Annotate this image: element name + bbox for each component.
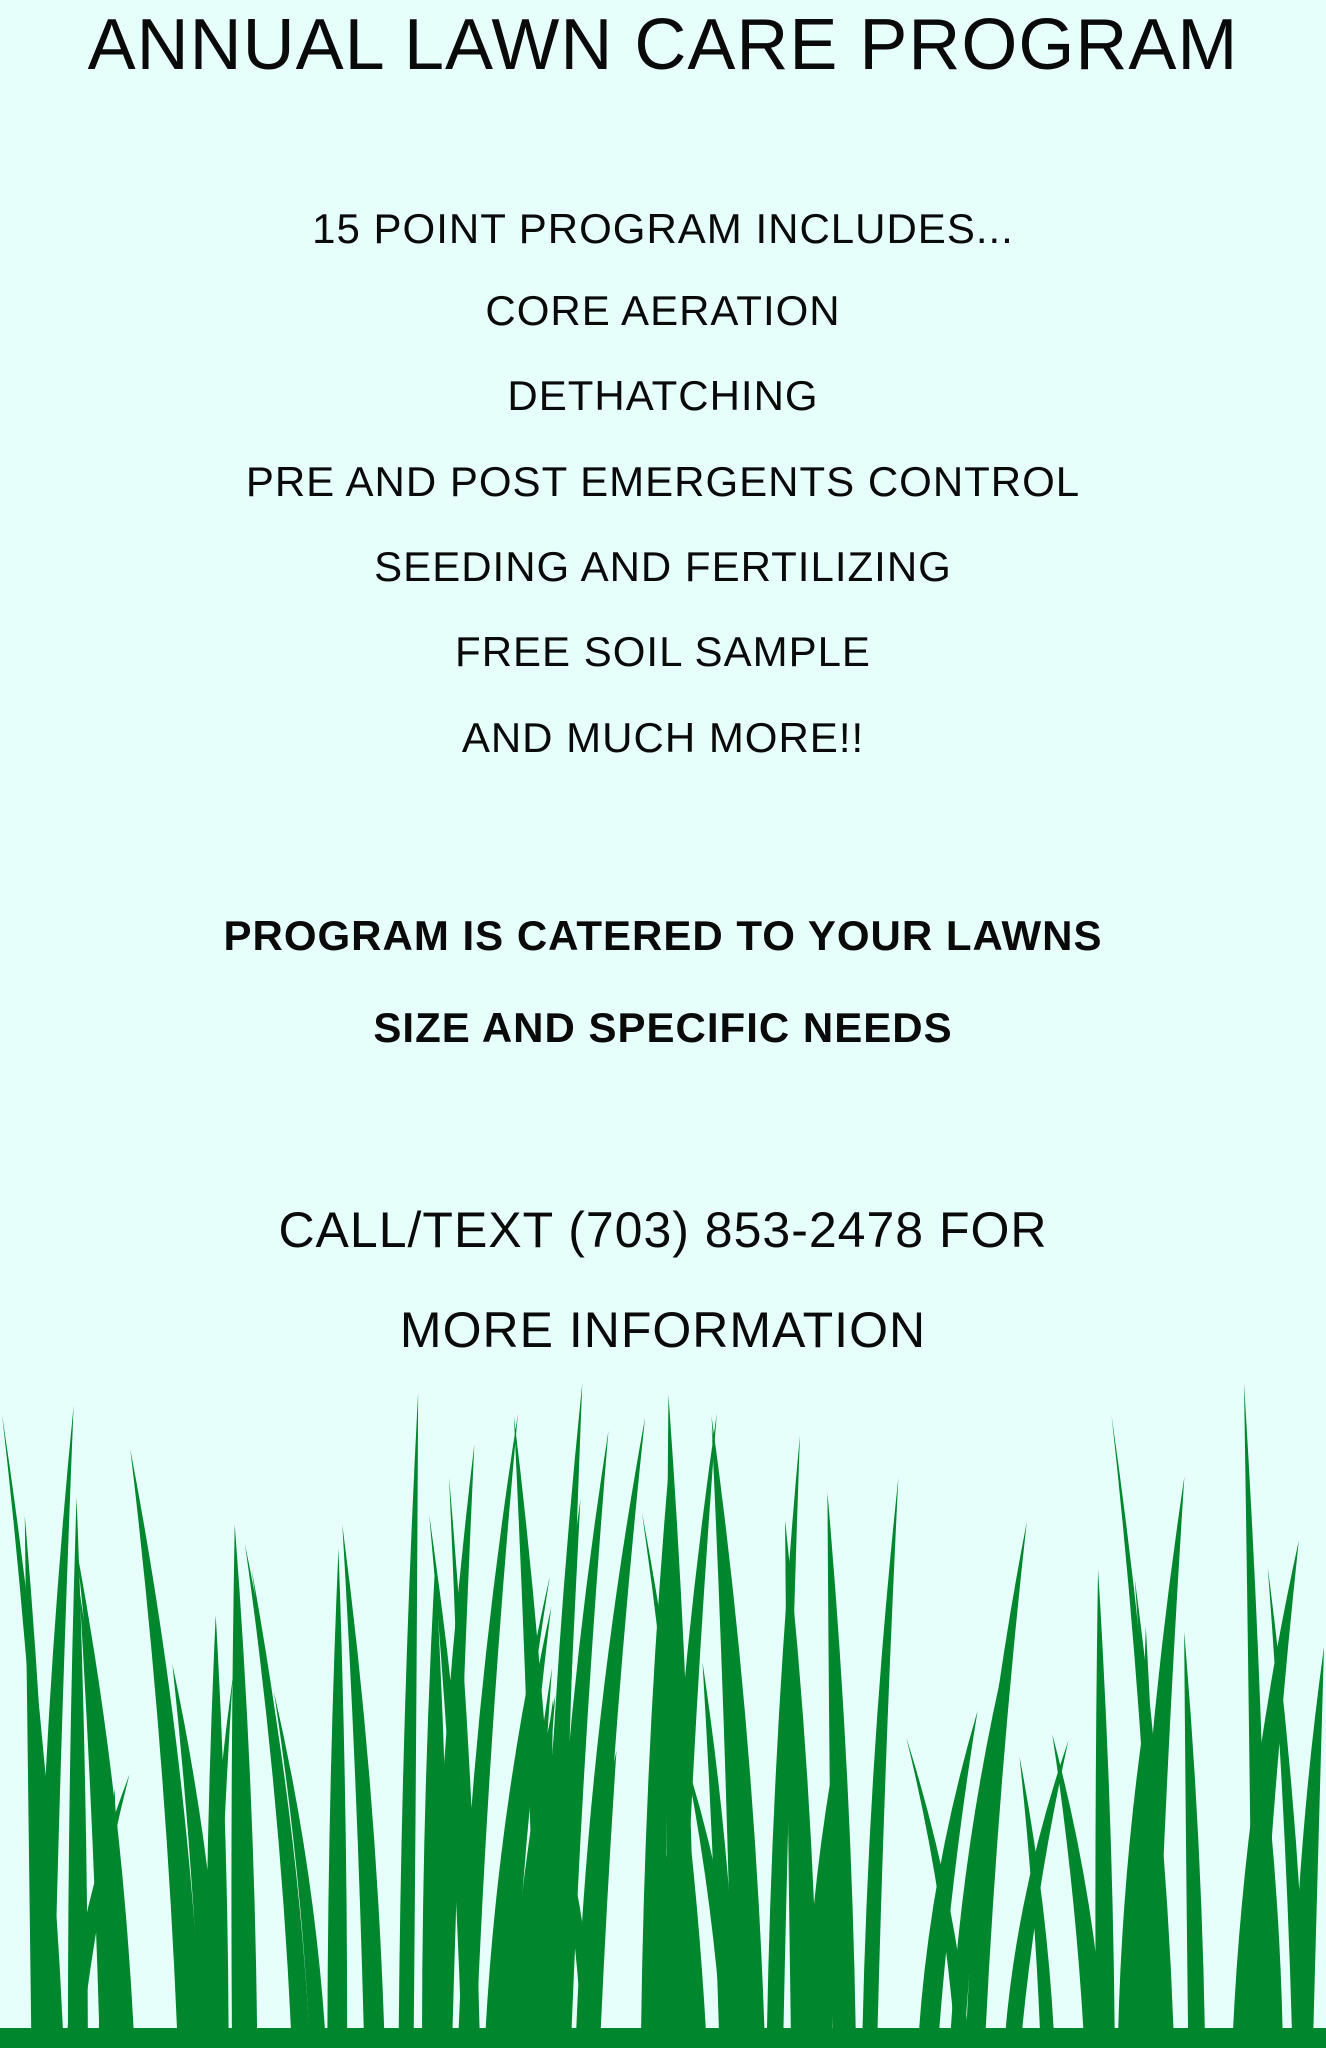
grass-blade [342,1525,384,2048]
program-item [0,452,1326,512]
program-item-text: AND MUCH MORE!! [461,714,865,761]
program-item [0,537,1326,597]
grass-blade [785,1520,818,2048]
grass-blade [641,1477,668,2048]
grass-illustration [0,1370,1326,2048]
grass-blade [1184,1632,1205,2048]
grass-blade [1292,1647,1324,2048]
program-item [0,366,1326,426]
contact-phone-text: CALL/TEXT (703) 853-2478 FOR [278,1202,1048,1258]
program-intro-text: 15 POINT PROGRAM INCLUDES... [312,205,1014,252]
grass-blade [68,1497,88,2048]
contact-line [0,1190,1326,1270]
grass-ground [0,2028,1326,2048]
title-text: ANNUAL LAWN CARE PROGRAM [87,5,1239,85]
contact-line [0,1290,1326,1370]
contact-info-text: MORE INFORMATION [399,1302,927,1358]
program-item [0,708,1326,768]
catered-line [0,901,1326,971]
grass-blade [862,1478,898,2048]
flyer-title [0,0,1326,90]
program-item-text: SEEDING AND FERTILIZING [374,543,952,590]
program-item-text: PRE AND POST EMERGENTS CONTROL [245,458,1081,505]
program-item [0,281,1326,341]
program-item-text: DETHATCHING [507,372,819,419]
grass-blade [36,1405,74,2048]
program-item-text: CORE AERATION [485,287,841,334]
catered-text: PROGRAM IS CATERED TO YOUR LAWNS [223,912,1103,959]
grass-blade [130,1449,202,2048]
grass-blade [327,1549,347,2048]
catered-text: SIZE AND SPECIFIC NEEDS [373,1004,953,1051]
program-intro [0,199,1326,259]
program-item-text: FREE SOIL SAMPLE [455,628,871,675]
catered-line [0,993,1326,1063]
grass-blade [399,1392,419,2048]
program-item [0,622,1326,682]
